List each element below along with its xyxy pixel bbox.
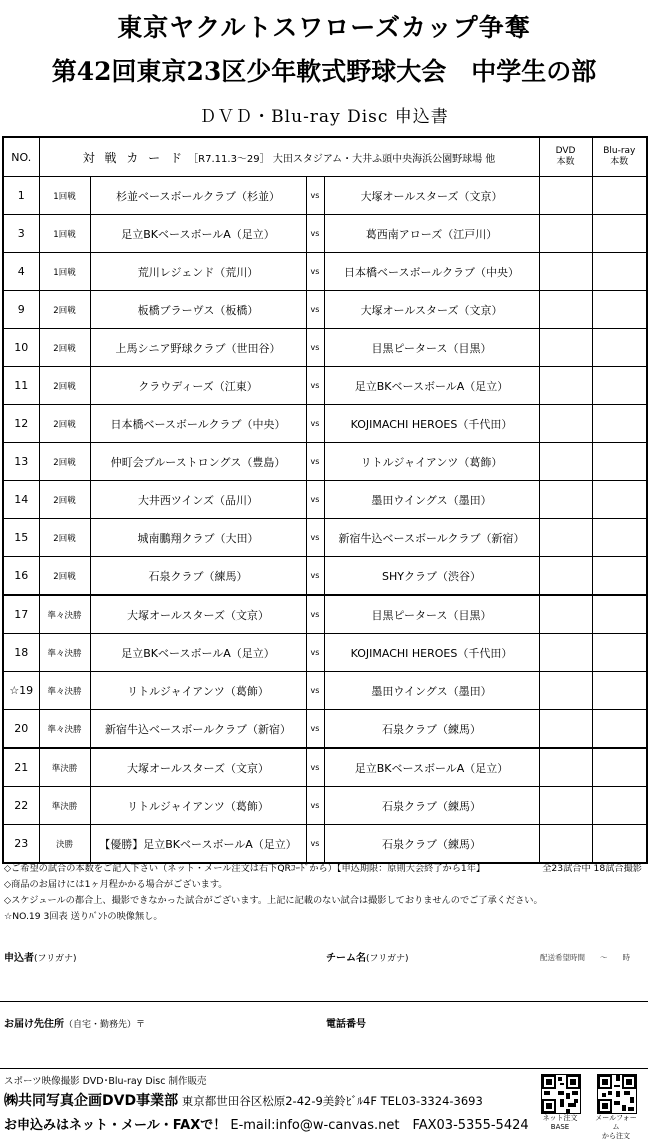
away-team: 目黒ピータース（目黒）	[324, 329, 539, 367]
applicant-furigana: (フリガナ)	[34, 954, 77, 964]
vs-label: vs	[306, 787, 324, 825]
applicant-field[interactable]	[4, 949, 77, 964]
header-no: NO.	[3, 137, 39, 177]
delivery-time-field[interactable]: 配送希望時間 ～ 時	[540, 953, 630, 962]
bluray-quantity-cell[interactable]	[592, 595, 647, 634]
dvd-quantity-cell[interactable]	[539, 367, 592, 405]
table-row	[3, 215, 647, 253]
table-row	[3, 177, 647, 215]
vs-label: vs	[306, 481, 324, 519]
company-address: 東京都世田谷区松原2-42-9美鈴ﾋﾞﾙ4F TEL03-3324-3693	[181, 1094, 483, 1108]
dvd-quantity-cell[interactable]	[539, 595, 592, 634]
home-team: 城南鵬翔クラブ（大田）	[90, 519, 306, 557]
away-team: KOJIMACHI HEROES（千代田）	[324, 405, 539, 443]
table-header-row	[3, 137, 647, 177]
match-no: 12	[3, 405, 39, 443]
address-label: お届け先住所	[4, 1019, 64, 1030]
match-no: ☆19	[3, 672, 39, 710]
match-round: 1回戦	[39, 215, 90, 253]
qr-code-base[interactable]	[541, 1074, 581, 1114]
note-line-4: ☆NO.19 3回表 送りﾊﾞﾝﾄの映像無し。	[4, 911, 163, 922]
match-no: 22	[3, 787, 39, 825]
bluray-quantity-cell[interactable]	[592, 443, 647, 481]
form-divider	[0, 1001, 648, 1002]
header-match-card	[39, 137, 539, 177]
dvd-quantity-cell[interactable]	[539, 557, 592, 596]
bluray-quantity-cell[interactable]	[592, 177, 647, 215]
match-round: 2回戦	[39, 519, 90, 557]
away-team: 石泉クラブ（練馬）	[324, 825, 539, 864]
vs-label: vs	[306, 329, 324, 367]
table-row	[3, 710, 647, 749]
bluray-quantity-cell[interactable]	[592, 367, 647, 405]
match-round: 準々決勝	[39, 595, 90, 634]
notes	[4, 861, 648, 925]
table-row	[3, 787, 647, 825]
table-row	[3, 519, 647, 557]
vs-label: vs	[306, 595, 324, 634]
home-team: リトルジャイアンツ（葛飾）	[90, 787, 306, 825]
away-team: 葛西南アローズ（江戸川）	[324, 215, 539, 253]
match-no: 1	[3, 177, 39, 215]
match-no: 17	[3, 595, 39, 634]
vs-label: vs	[306, 748, 324, 787]
bluray-quantity-cell[interactable]	[592, 291, 647, 329]
home-team: 上馬シニア野球クラブ（世田谷）	[90, 329, 306, 367]
dvd-quantity-cell[interactable]	[539, 787, 592, 825]
table-row	[3, 748, 647, 787]
order-lead: お申込みはネット・メール・FAXで！	[4, 1118, 227, 1133]
home-team: 仲町会ブルーストロングス（豊島）	[90, 443, 306, 481]
home-team: 杉並ベースボールクラブ（杉並）	[90, 177, 306, 215]
match-round: 2回戦	[39, 291, 90, 329]
match-no: 20	[3, 710, 39, 749]
vs-label: vs	[306, 710, 324, 749]
match-round: 2回戦	[39, 557, 90, 596]
bluray-quantity-cell[interactable]	[592, 825, 647, 864]
table-row	[3, 595, 647, 634]
bluray-quantity-cell[interactable]	[592, 787, 647, 825]
note-line-3: ◇スケジュールの都合上、撮影できなかった試合がございます。上記に記載のない試合は撮影しておりませんのでご了承ください。	[4, 895, 543, 906]
match-table	[2, 136, 648, 864]
vs-label: vs	[306, 825, 324, 864]
qr-label-base-text: ネット注文 BASE	[542, 1114, 578, 1131]
address-field[interactable]	[4, 1015, 145, 1030]
dvd-quantity-cell[interactable]	[539, 443, 592, 481]
header-bluray-label: Blu-ray 本数	[603, 146, 636, 167]
table-row	[3, 481, 647, 519]
table-row	[3, 367, 647, 405]
qr-code-mail-form[interactable]	[597, 1074, 637, 1114]
vs-label: vs	[306, 634, 324, 672]
vs-label: vs	[306, 405, 324, 443]
table-row	[3, 291, 647, 329]
footer-company-block	[4, 1090, 483, 1110]
match-round: 準決勝	[39, 787, 90, 825]
table-row	[3, 634, 647, 672]
header-match-card-label: 対 戦 カ ー ド	[82, 150, 185, 165]
phone-field[interactable]: 電話番号	[326, 1019, 366, 1030]
dvd-quantity-cell[interactable]	[539, 825, 592, 864]
away-team: 石泉クラブ（練馬）	[324, 787, 539, 825]
footer-service: スポーツ映像撮影 DVD･Blu-ray Disc 制作販売	[4, 1076, 207, 1087]
dvd-quantity-cell[interactable]	[539, 634, 592, 672]
match-round: 準々決勝	[39, 634, 90, 672]
qr-label-mail-form-text: メールフォーム から注文	[595, 1114, 637, 1140]
bluray-quantity-cell[interactable]	[592, 710, 647, 749]
title-order-form: ＤＶＤ・Blu-ray Disc 申込書	[199, 107, 449, 127]
note-total-matches: 全23試合中 18試合撮影	[542, 863, 642, 874]
bluray-quantity-cell[interactable]	[592, 672, 647, 710]
match-no: 14	[3, 481, 39, 519]
match-no: 3	[3, 215, 39, 253]
footer-contact	[4, 1114, 529, 1133]
away-team: 墨田ウイングス（墨田）	[324, 481, 539, 519]
team-furigana: (フリガナ)	[366, 954, 409, 964]
away-team: 目黒ピータース（目黒）	[324, 595, 539, 634]
dvd-quantity-cell[interactable]	[539, 481, 592, 519]
home-team: 大塚オールスターズ（文京）	[90, 595, 306, 634]
match-round: 1回戦	[39, 253, 90, 291]
table-row	[3, 825, 647, 864]
match-no: 4	[3, 253, 39, 291]
dvd-quantity-cell[interactable]	[539, 177, 592, 215]
qr-label-mail-form	[592, 1114, 640, 1141]
match-round: 2回戦	[39, 405, 90, 443]
bluray-quantity-cell[interactable]	[592, 481, 647, 519]
dvd-quantity-cell[interactable]	[539, 329, 592, 367]
qr-label-base	[536, 1114, 584, 1132]
table-row	[3, 672, 647, 710]
table-row	[3, 557, 647, 596]
header-bluray-count	[592, 137, 647, 177]
note-line-2: ◇商品のお届けには1ヶ月程かかる場合がございます。	[4, 879, 228, 890]
qr-icon	[542, 1075, 580, 1113]
match-no: 21	[3, 748, 39, 787]
home-team: リトルジャイアンツ（葛飾）	[90, 672, 306, 710]
away-team: 足立BKベースボールA（足立）	[324, 748, 539, 787]
bluray-quantity-cell[interactable]	[592, 557, 647, 596]
note-line-1: ◇ご希望の試合の本数をご記入下さい（ネット・メール注文は右下QRｺｰﾄﾞから）【申込期限：原則大会終了から1年】	[4, 863, 486, 874]
away-team: 大塚オールスターズ（文京）	[324, 177, 539, 215]
header-dvd-count	[539, 137, 592, 177]
match-no: 10	[3, 329, 39, 367]
title-tournament-cup: 東京ヤクルトスワローズカップ争奪	[117, 13, 531, 42]
team-field[interactable]	[326, 949, 409, 964]
match-round: 2回戦	[39, 367, 90, 405]
away-team: 大塚オールスターズ（文京）	[324, 291, 539, 329]
company-name: ㈱共同写真企画DVD事業部	[4, 1093, 179, 1109]
bluray-quantity-cell[interactable]	[592, 215, 647, 253]
title-tournament-name: 第42回東京23区少年軟式野球大会 中学生の部	[51, 57, 597, 86]
away-team: リトルジャイアンツ（葛飾）	[324, 443, 539, 481]
bluray-quantity-cell[interactable]	[592, 634, 647, 672]
match-no: 11	[3, 367, 39, 405]
vs-label: vs	[306, 177, 324, 215]
dvd-quantity-cell[interactable]	[539, 710, 592, 749]
match-no: 16	[3, 557, 39, 596]
away-team: SHYクラブ（渋谷）	[324, 557, 539, 596]
vs-label: vs	[306, 519, 324, 557]
home-team: 大塚オールスターズ（文京）	[90, 748, 306, 787]
table-row	[3, 443, 647, 481]
match-no: 18	[3, 634, 39, 672]
contact-info[interactable]: E-mail:info@w-canvas.net FAX03-5355-5424	[230, 1118, 529, 1133]
home-team: 板橋ブラーヴス（板橋）	[90, 291, 306, 329]
bluray-quantity-cell[interactable]	[592, 253, 647, 291]
match-round: 2回戦	[39, 443, 90, 481]
match-round: 1回戦	[39, 177, 90, 215]
away-team: 新宿牛込ベースボールクラブ（新宿）	[324, 519, 539, 557]
team-label: チーム名	[326, 953, 366, 964]
match-round: 準々決勝	[39, 710, 90, 749]
match-no: 23	[3, 825, 39, 864]
table-row	[3, 253, 647, 291]
dvd-quantity-cell[interactable]	[539, 748, 592, 787]
qr-icon	[598, 1075, 636, 1113]
match-round: 決勝	[39, 825, 90, 864]
vs-label: vs	[306, 291, 324, 329]
header-dvd-label: DVD 本数	[555, 146, 576, 167]
match-round: 準決勝	[39, 748, 90, 787]
vs-label: vs	[306, 443, 324, 481]
match-round: 2回戦	[39, 481, 90, 519]
home-team: クラウディーズ（江東）	[90, 367, 306, 405]
table-row	[3, 405, 647, 443]
home-team: 日本橋ベースボールクラブ（中央）	[90, 405, 306, 443]
home-team: 石泉クラブ（練馬）	[90, 557, 306, 596]
home-team: 足立BKベースボールA（足立）	[90, 215, 306, 253]
address-type: （自宅・勤務先）〒	[64, 1020, 146, 1030]
vs-label: vs	[306, 253, 324, 291]
away-team: 足立BKベースボールA（足立）	[324, 367, 539, 405]
home-team: 【優勝】足立BKベースボールA（足立）	[90, 825, 306, 864]
dvd-quantity-cell[interactable]	[539, 215, 592, 253]
bluray-quantity-cell[interactable]	[592, 329, 647, 367]
home-team: 新宿牛込ベースボールクラブ（新宿）	[90, 710, 306, 749]
bluray-quantity-cell[interactable]	[592, 405, 647, 443]
away-team: KOJIMACHI HEROES（千代田）	[324, 634, 539, 672]
home-team: 大井西ツインズ（品川）	[90, 481, 306, 519]
vs-label: vs	[306, 557, 324, 596]
dvd-quantity-cell[interactable]	[539, 519, 592, 557]
match-round: 2回戦	[39, 329, 90, 367]
match-no: 15	[3, 519, 39, 557]
away-team: 日本橋ベースボールクラブ（中央）	[324, 253, 539, 291]
dvd-quantity-cell[interactable]	[539, 672, 592, 710]
header-match-card-period: ［R7.11.3〜29］ 大田スタジアム・大井ふ頭中央海浜公園野球場 他	[188, 153, 496, 165]
match-round: 準々決勝	[39, 672, 90, 710]
footer-divider	[0, 1068, 648, 1069]
dvd-quantity-cell[interactable]	[539, 405, 592, 443]
dvd-quantity-cell[interactable]	[539, 253, 592, 291]
match-no: 9	[3, 291, 39, 329]
vs-label: vs	[306, 367, 324, 405]
home-team: 荒川レジェンド（荒川）	[90, 253, 306, 291]
vs-label: vs	[306, 215, 324, 253]
bluray-quantity-cell[interactable]	[592, 519, 647, 557]
away-team: 石泉クラブ（練馬）	[324, 710, 539, 749]
applicant-label: 申込者	[4, 953, 34, 964]
table-row	[3, 329, 647, 367]
away-team: 墨田ウイングス（墨田）	[324, 672, 539, 710]
bluray-quantity-cell[interactable]	[592, 748, 647, 787]
dvd-quantity-cell[interactable]	[539, 291, 592, 329]
vs-label: vs	[306, 672, 324, 710]
match-no: 13	[3, 443, 39, 481]
home-team: 足立BKベースボールA（足立）	[90, 634, 306, 672]
